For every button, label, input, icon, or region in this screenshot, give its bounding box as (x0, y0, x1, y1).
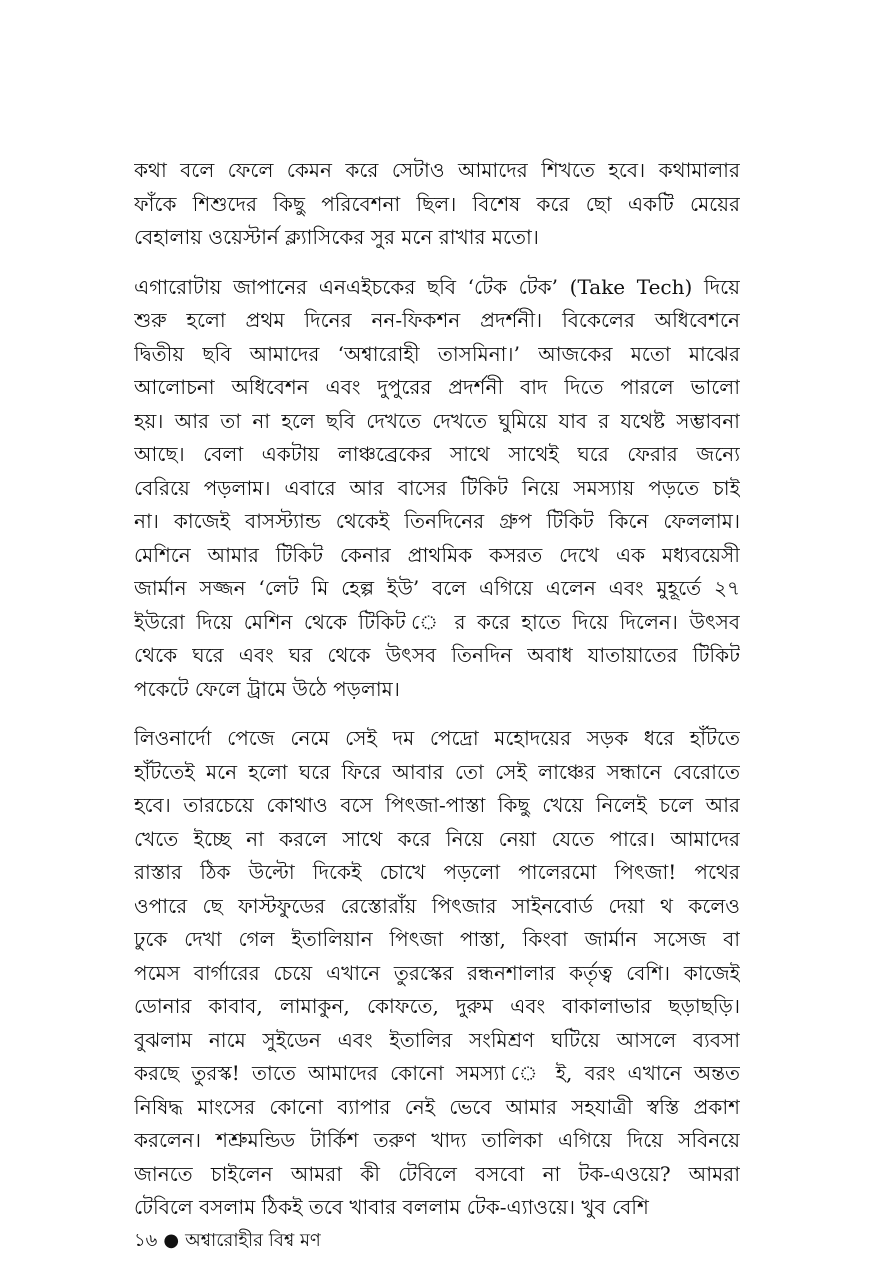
text-line: হয়। আর তা না হলে ছবি দেখতে দেখতে ঘুমিয়ে যাব র যথেষ্ট সম্ভাবনা (134, 408, 740, 433)
text-line: দ্বিতীয় ছবি আমাদের ‘অশ্বারোহী তাসমিনা।’ আজকের মতো মাঝের (134, 341, 740, 366)
text-line: টেবিলে বসলাম ঠিকই তবে খাবার বললাম টেক-এ্যাওয়ে। খুব বেশি (134, 1195, 649, 1219)
page-number: ১৬ (134, 1230, 158, 1251)
text-line: করলেন। শশ্রুমন্ডিড টার্কিশ তরুণ খাদ্য তালিকা এগিয়ে দিয়ে সবিনয়ে (134, 1128, 740, 1152)
text-line: নিষিদ্ধ মাংসের কোনো ব্যাপার নেই ভেবে আমার সহযাত্রী স্বস্তি প্রকাশ (134, 1094, 740, 1119)
text-line: বেরিয়ে পড়লাম। এবারে আর বাসের টিকিট নিয়ে সমস্যায় পড়তে চাই (134, 475, 740, 500)
text-line: এগারোটায় জাপানের এনএইচকের ছবি ‘টেক টেক’ (Take Tech) দিয়ে (134, 274, 740, 299)
text-line: পমেস বার্গারের চেয়ে এখানে তুরস্কের রন্ধনশালার কর্তৃত্ব বেশি। কাজেই (134, 960, 740, 985)
text-line: ফাঁকে শিশুদের কিছু পরিবেশনা ছিল। বিশেষ করে ছো একটি মেয়ের (134, 191, 740, 216)
text-line: শুরু হলো প্রথম দিনের নন-ফিকশন প্রদর্শনী। বিকেলের অধিবেশনে (134, 308, 740, 332)
text-line: রাস্তার ঠিক উল্টো দিকেই চোখে পড়লো পালেরমো পিৎজা! পথের (134, 860, 740, 884)
paragraph (134, 271, 740, 707)
text-line: ওপারে ছে ফাস্টফুডের রেস্তোরাঁয় পিৎজার সাইনবোর্ড দেয়া থ কলেও (134, 893, 740, 918)
bullet-separator: ● (163, 1230, 180, 1251)
text-line: আছে। বেলা একটায় লাঞ্চব্রেকের সাথে সাথেই ঘরে ফেরার জন্যে (134, 442, 740, 466)
paragraph (134, 154, 740, 255)
text-line: বেহালায় ওয়েস্টার্ন ক্ল্যাসিকের সুর মনে রাখার মতো। (134, 225, 539, 249)
text-line: পকেটে ফেলে ট্রামে উঠে পড়লাম। (134, 676, 400, 701)
text-line: জানতে চাইলেন আমরা কী টেবিলে বসবো না টক-এওয়ে? আমরা (134, 1161, 740, 1186)
page-footer (134, 1228, 321, 1254)
text-line: করছে তুরস্ক! তাতে আমাদের কোনো সমস্যা ে ই, বরং এখানে অন্তত (134, 1061, 740, 1085)
text-line: মেশিনে আমার টিকিট কেনার প্রাথমিক কসরত দেখে এক মধ্যবয়েসী (134, 542, 740, 567)
text-line: থেকে ঘরে এবং ঘর থেকে উৎসব তিনদিন অবাধ যাতায়াতের টিকিট (134, 643, 740, 667)
text-line: জার্মান সজ্জন ‘লেট মি হেল্প ইউ’ বলে এগিয়ে এলেন এবং মুহূর্তে ২৭ (134, 576, 740, 600)
text-line: বুঝলাম নামে সুইডেন এবং ইতালির সংমিশ্রণ ঘটিয়ে আসলে ব্যবসা (134, 1027, 740, 1052)
text-line: না। কাজেই বাসস্ট্যান্ড থেকেই তিনদিনের গ্রুপ টিকিট কিনে ফেললাম। (134, 509, 740, 533)
text-line: ডোনার কাবাব, লামাকুন, কোফতে, দুরুম এবং বাকালাভার ছড়াছড়ি। (134, 994, 740, 1018)
text-line: লিওনার্দো পেজে নেমে সেই দম পেদ্রো মহোদয়ের সড়ক ধরে হাঁটতে (134, 726, 740, 750)
text-line: ইউরো দিয়ে মেশিন থেকে টিকিট ে র করে হাতে দিয়ে দিলেন। উৎসব (134, 609, 740, 634)
book-title: অশ্বারোহীর বিশ্ব মণ (185, 1230, 321, 1251)
text-line: হাঁটতেই মনে হলো ঘরে ফিরে আবার তো সেই লাঞ্চের সন্ধানে বেরোতে (134, 759, 740, 784)
paragraph (134, 722, 740, 1225)
text-line: হবে। তারচেয়ে কোথাও বসে পিৎজা-পাস্তা কিছু খেয়ে নিলেই চলে আর (134, 793, 740, 817)
text-line: আলোচনা অধিবেশন এবং দুপুরের প্রদর্শনী বাদ দিতে পারলে ভালো (134, 375, 740, 399)
text-line: কথা বলে ফেলে কেমন করে সেটাও আমাদের শিখতে হবে। কথামালার (134, 158, 740, 182)
text-line: খেতে ইচ্ছে না করলে সাথে করে নিয়ে নেয়া যেতে পারে। আমাদের (134, 826, 740, 851)
page-body (134, 154, 740, 1241)
text-line: ঢুকে দেখা গেল ইতালিয়ান পিৎজা পাস্তা, কিংবা জার্মান সসেজ বা (134, 927, 740, 951)
